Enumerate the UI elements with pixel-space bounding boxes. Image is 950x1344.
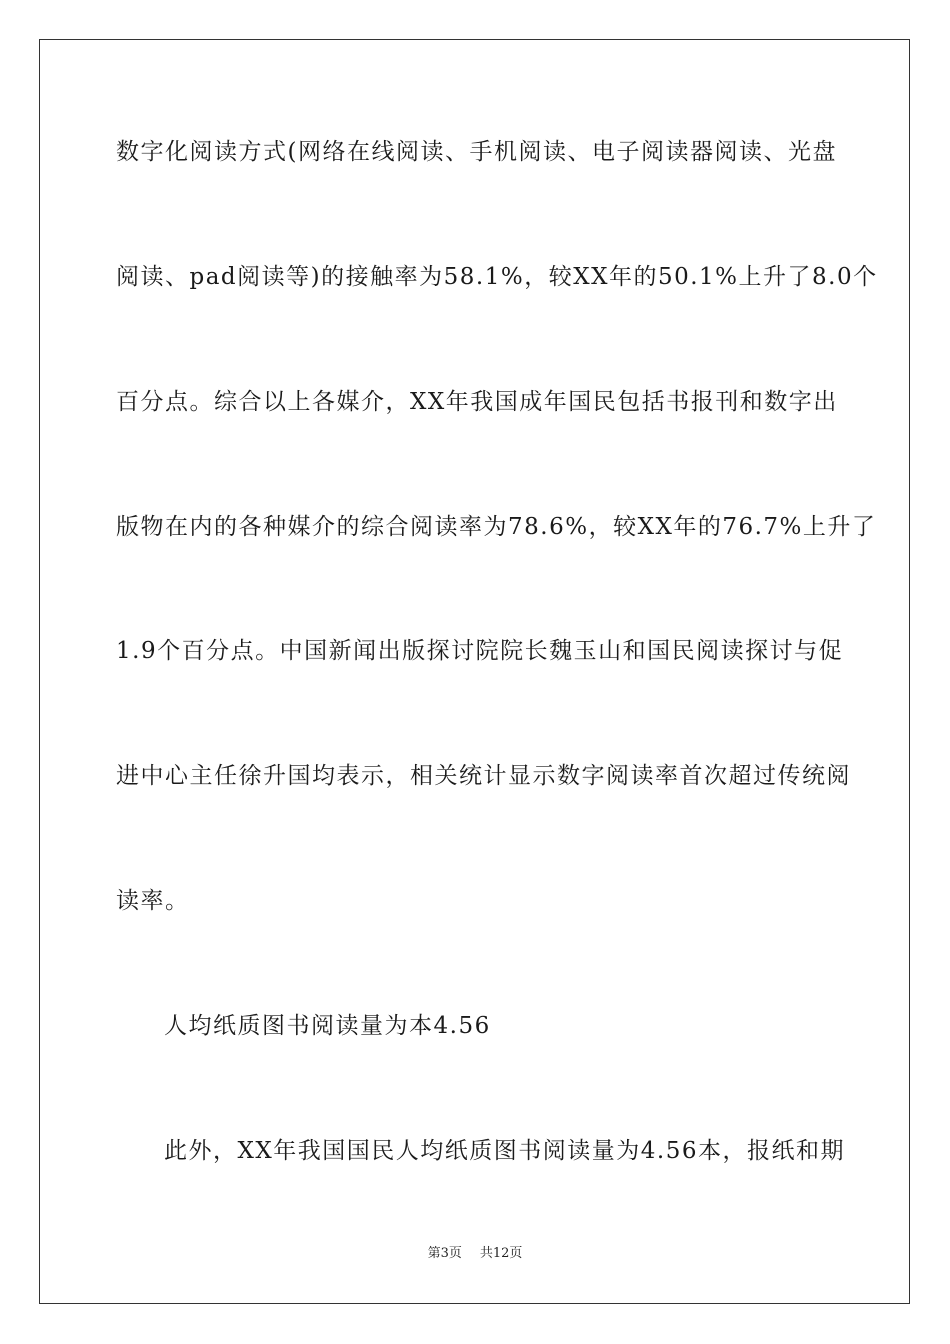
- section-subheading: 人均纸质图书阅读量为本4.56: [164, 1013, 491, 1039]
- page-total: 共12页: [479, 1246, 523, 1261]
- body-text-line-7: 读率。: [116, 888, 190, 914]
- body-text-line-5: 1.9个百分点。中国新闻出版探讨院院长魏玉山和国民阅读探讨与促: [116, 638, 844, 664]
- body-text-line-4: 版物在内的各种媒介的综合阅读率为78.6%，较XX年的76.7%上升了: [116, 514, 877, 540]
- body-text-line-2: 阅读、pad阅读等)的接触率为58.1%，较XX年的50.1%上升了8.0个: [116, 264, 878, 290]
- body-text-line-3: 百分点。综合以上各媒介，XX年我国成年国民包括书报刊和数字出: [116, 389, 838, 415]
- body-text-line-6: 进中心主任徐升国均表示，相关统计显示数字阅读率首次超过传统阅: [116, 763, 851, 789]
- page-border: [39, 39, 910, 1304]
- paragraph-text: 此外，XX年我国国民人均纸质图书阅读量为4.56本，报纸和期: [164, 1138, 845, 1164]
- page-footer: [0, 1246, 950, 1262]
- body-text-line-1: 数字化阅读方式(网络在线阅读、手机阅读、电子阅读器阅读、光盘: [116, 139, 837, 165]
- page-number: 第3页: [427, 1246, 462, 1261]
